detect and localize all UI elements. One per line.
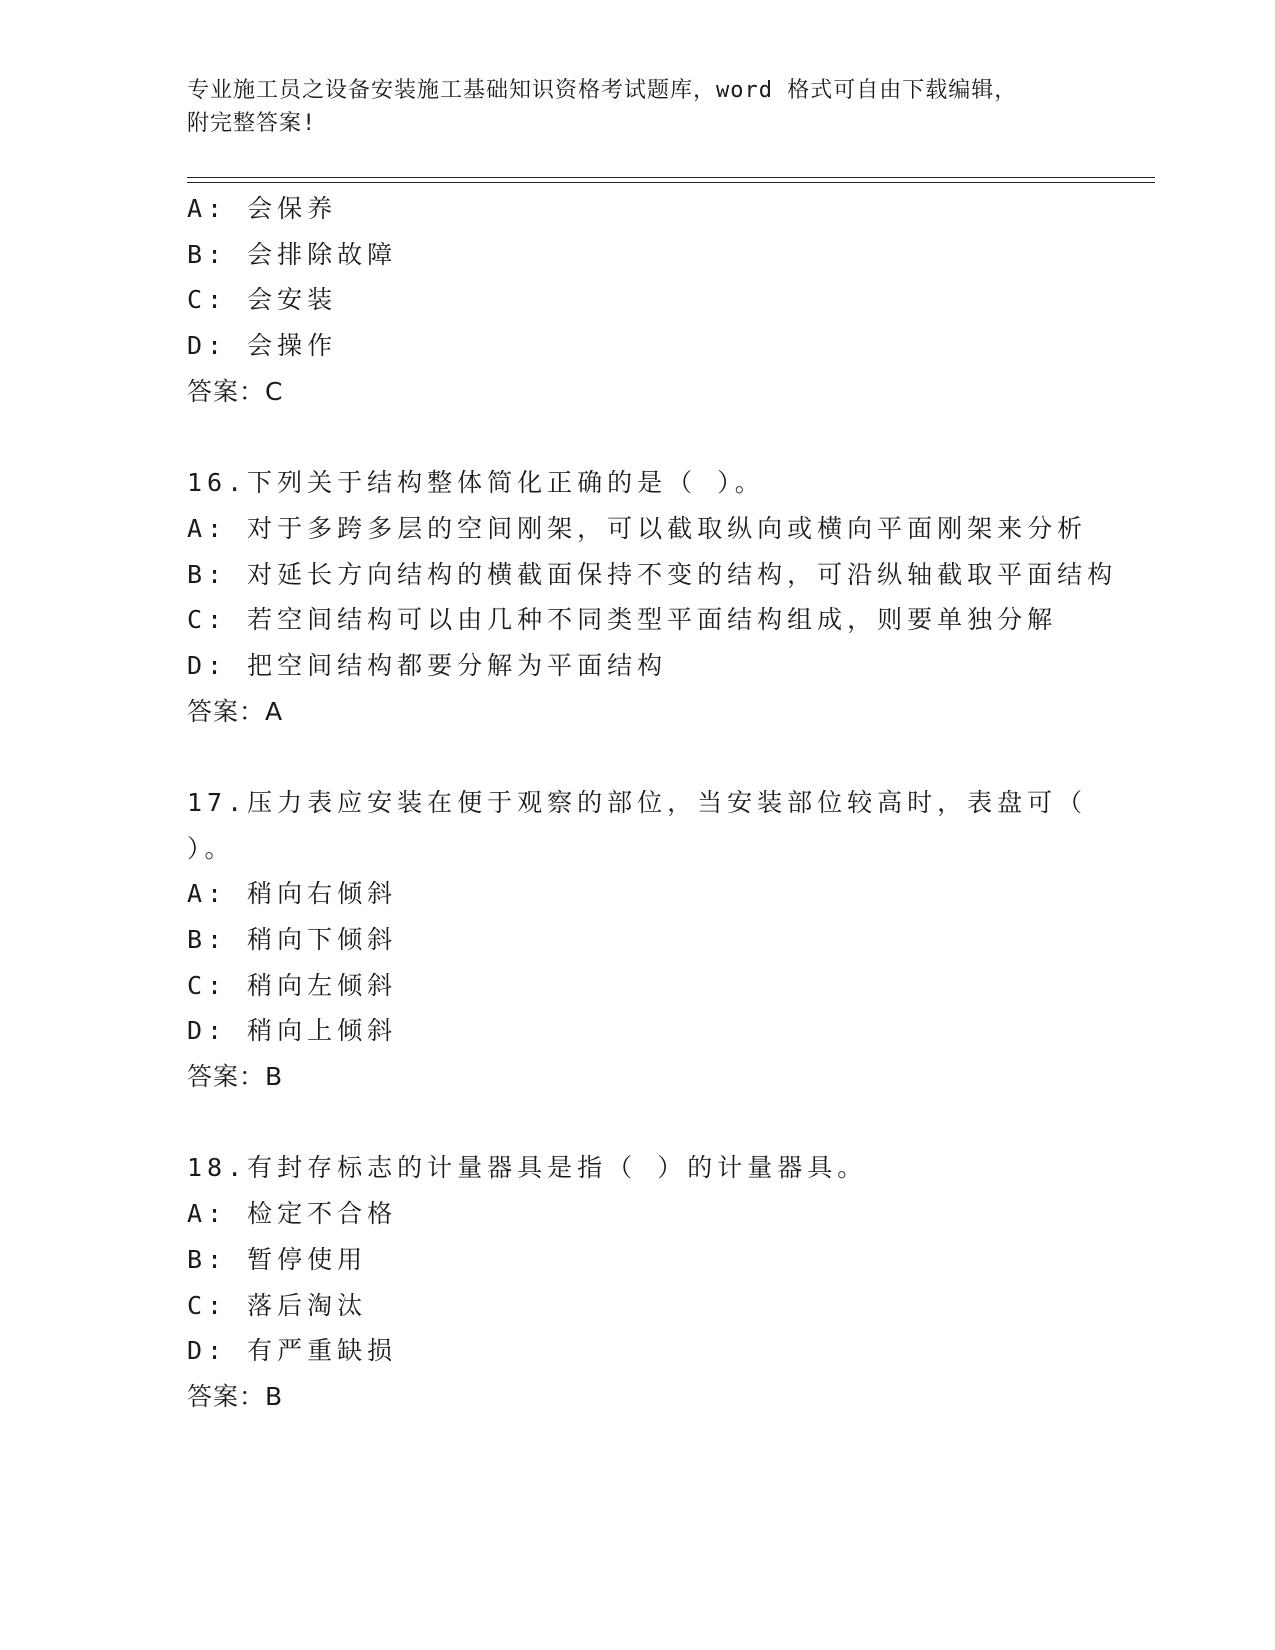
- answer: 答案：B: [187, 1062, 284, 1092]
- option-a: A: 检定不合格: [187, 1199, 398, 1229]
- option-b: B: 对延长方向结构的横截面保持不变的结构，可沿纵轴截取平面结构: [187, 559, 1118, 589]
- question-block-15: [187, 186, 1147, 414]
- question-stem: 17.压力表应安装在便于观察的部位，当安装部位较高时，表盘可（: [187, 787, 1088, 817]
- option-a: A: 稍向右倾斜: [187, 879, 398, 909]
- answer: 答案：C: [187, 376, 284, 406]
- question-stem: 16.下列关于结构整体简化正确的是（ ）。: [187, 468, 765, 498]
- spacer: [187, 734, 1147, 780]
- spacer: [187, 414, 1147, 460]
- option-a: A: 会保养: [187, 194, 338, 223]
- question-block-16: [187, 460, 1147, 734]
- spacer: [187, 1100, 1147, 1146]
- option-d: D: 会操作: [187, 331, 338, 361]
- answer: 答案：B: [187, 1381, 284, 1411]
- question-stem: 18.有封存标志的计量器具是指（ ）的计量器具。: [187, 1153, 868, 1183]
- option-c: C: 会安装: [187, 285, 338, 315]
- option-a: A: 对于多跨多层的空间刚架，可以截取纵向或横向平面刚架来分析: [187, 513, 1088, 543]
- option-c: C: 若空间结构可以由几种不同类型平面结构组成，则要单独分解: [187, 605, 1058, 635]
- question-block-18: [187, 1145, 1147, 1419]
- option-b: B: 稍向下倾斜: [187, 925, 398, 954]
- header-line-1: 专业施工员之设备安装施工基础知识资格考试题库，word 格式可自由下载编辑，: [187, 78, 1018, 103]
- option-d: D: 有严重缺损: [187, 1336, 398, 1366]
- question-stem-continued: ）。: [187, 833, 235, 863]
- option-b: B: 会排除故障: [187, 239, 398, 269]
- option-b: B: 暂停使用: [187, 1244, 368, 1274]
- header-divider-bottom: [187, 182, 1155, 183]
- document-header: [187, 74, 1087, 140]
- option-c: C: 稍向左倾斜: [187, 970, 398, 1000]
- option-d: D: 把空间结构都要分解为平面结构: [187, 650, 668, 680]
- option-d: D: 稍向上倾斜: [187, 1016, 398, 1046]
- question-block-17: [187, 780, 1147, 1100]
- answer: 答案：A: [187, 696, 284, 726]
- header-divider-top: [187, 177, 1155, 178]
- question-content: [187, 186, 1147, 1420]
- option-c: C: 落后淘汰: [187, 1290, 368, 1320]
- header-line-2: 附完整答案!: [187, 111, 317, 136]
